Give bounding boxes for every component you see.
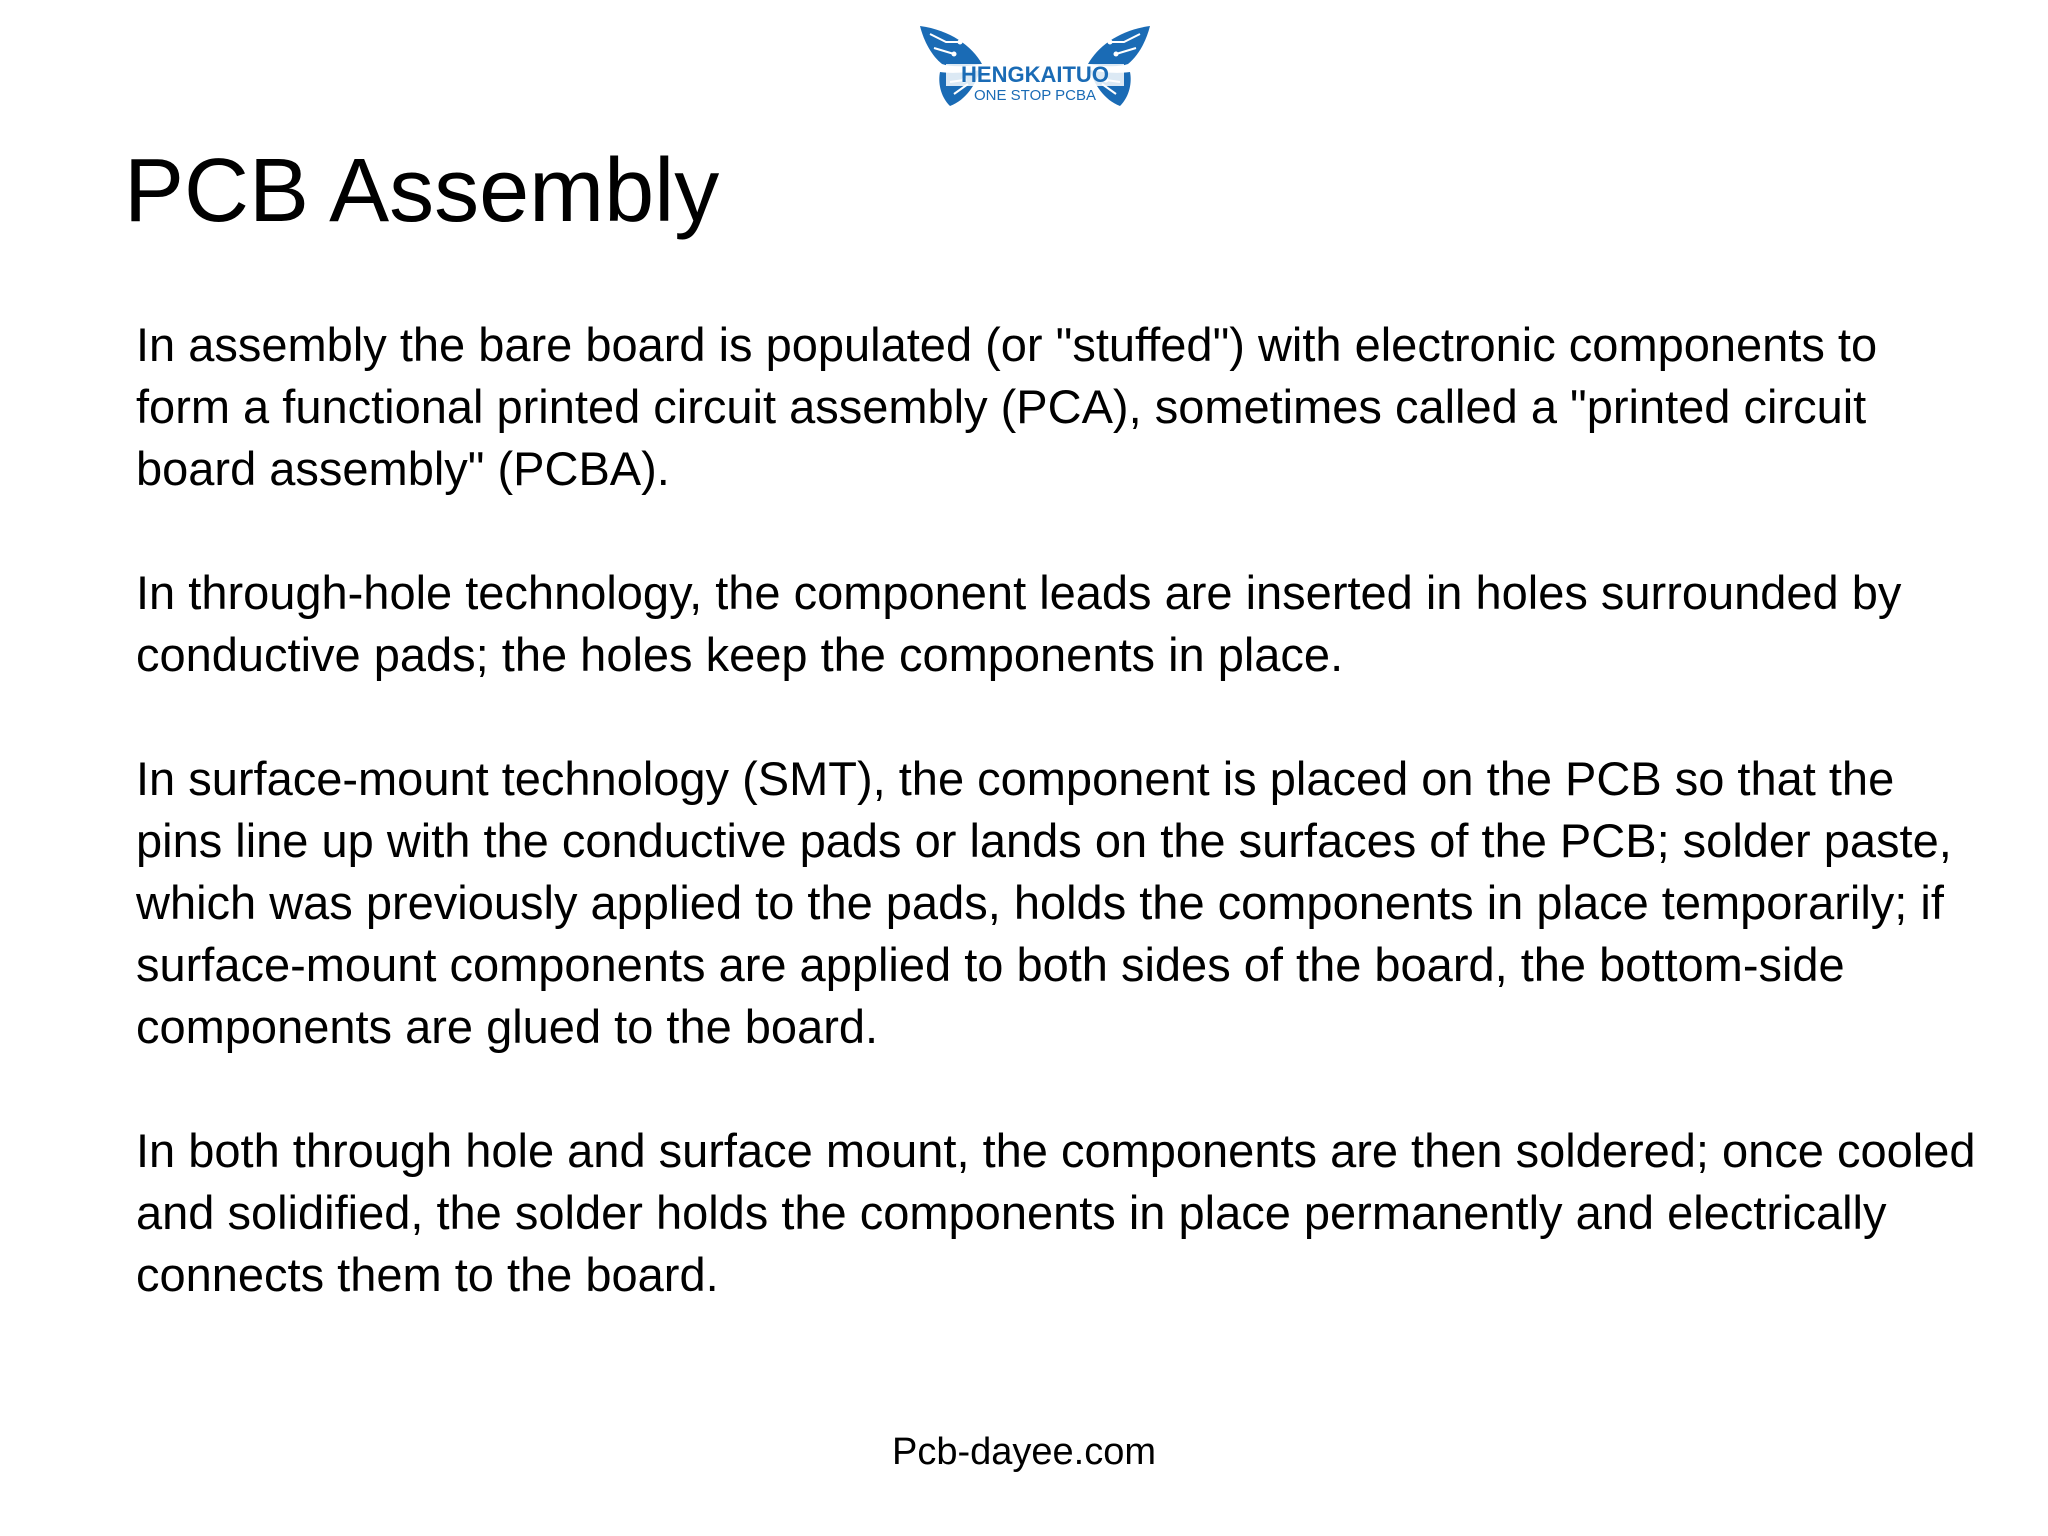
paragraph-through-hole: In through-hole technology, the component leads are inserted in holes surrounded by conductive pads; the holes keep the components in place. [136, 566, 1902, 681]
svg-text:ONE STOP PCBA: ONE STOP PCBA [974, 87, 1096, 104]
slide-body [136, 314, 1976, 1368]
butterfly-logo-icon [910, 20, 1160, 110]
svg-text:HENGKAITUO: HENGKAITUO [961, 62, 1109, 87]
paragraph-assembly: In assembly the bare board is populated (or "stuffed") with electronic components to form a functional printed circuit assembly (PCA), sometimes called a "printed circuit board assembly" (PCBA). [136, 318, 1878, 495]
footer-website: Pcb-dayee.com [891, 1431, 1156, 1473]
paragraph-smt: In surface-mount technology (SMT), the component is placed on the PCB so that the pins line up with the conductive pads or lands on the surfaces of the PCB; solder paste, which was previously applied to the pads, holds the components in place temporarily; if surface-mount components are applied to both sides of the board, the bottom-side components are glued to the board. [136, 752, 1952, 1053]
brand-logo [910, 20, 1160, 110]
slide-title: PCB Assembly [124, 141, 720, 241]
paragraph-soldering: In both through hole and surface mount, the components are then soldered; once cooled and solidified, the solder holds the components in place permanently and electrically connects them to the board. [136, 1124, 1976, 1301]
